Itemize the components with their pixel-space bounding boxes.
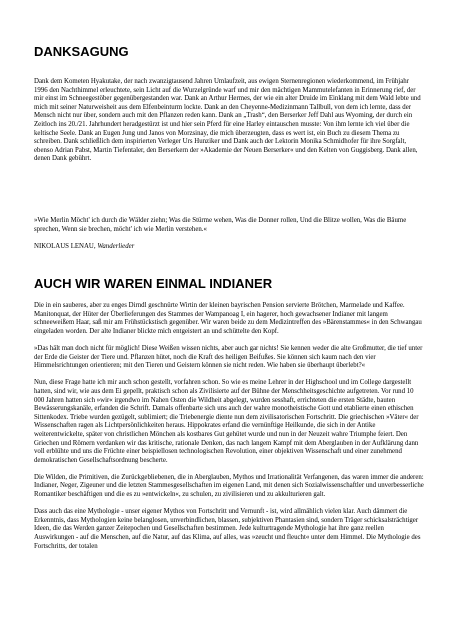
acknowledgement-section <box>34 78 422 164</box>
body-paragraph: Die Wilden, die Primitiven, die Zurückgebliebenen, die in Aberglauben, Mythos und Irrationalität Verfangenen, das waren immer die anderen: Indianer, Neger, Zigeuner und die letzten Stammesgesellschaften im eigenen Land, mit denen sich Sozialwissenschaftler und unverbesserliche Romantiker beschäftigen und die es zu »entwickeln«, zu schulen, zu zivilisieren und zu akkulturieren galt. <box>34 473 424 499</box>
epigraph <box>34 217 422 234</box>
epigraph-source: Wanderlieder <box>97 243 135 250</box>
body-paragraph: »Das hält man doch nicht für möglich! Diese Weißen wissen nichts, aber auch gar nichts! Sie kennen weder die alte Großmutter, die tief unter der Erde die Geister der Tiere und. Pflanzen hütet, noch die Kraft des heiligen Beifußes. Sie können sich kaum nach den vier Himmelsrichtungen orientieren; mit den Tieren und Geistern können sie nicht reden. Wie haben sie überhaupt überlebt?« <box>34 344 423 370</box>
epigraph-author: NIKOLAUS LENAU, <box>34 243 98 250</box>
heading-indianer: AUCH WIR WAREN EINMAL INDIANER <box>34 276 273 291</box>
heading-danksagung: DANKSAGUNG <box>34 44 129 59</box>
body-paragraph: Dass auch das eine Mythologie - unser eigener Mythos von Fortschritt und Vernunft - ist, wird allmählich vielen klar. Auch dämmert die Erkenntnis, dass Mythologien keine belanglosen, unverbindlichen, blassen, subjektiven Phantasien sind, sondern Träger schicksalsträchtiger Ideen, die das Werden ganzer Zeitepochen und Gesellschaften bestimmen. Jede kulturtragende Mythologie hat ihre ganz reellen Auswirkungen - auf die Menschen, auf die Natur, auf das Klima, auf alles, was »zeucht und fleucht« unter dem Himmel. Die Mythologie des Fortschritts, der totalen <box>34 508 421 550</box>
chapter-body <box>34 302 424 560</box>
epigraph-attribution <box>34 243 422 252</box>
body-paragraph: Die in ein sauberes, aber zu enges Dirndl geschnürte Wirtin der kleinen bayrischen Pension servierte Brötchen, Marmelade und Kaffee. Manitonquat, der Hüter der Überlieferungen des Stammes der Wampanoag I, ein hagerer, hoch gewachsener Indianer mit langem schneeweißem Haar, saß mir am Frühstückstisch gegenüber. Wir waren beide zu dem Medizintreffen des »Bärenstammes« in den Schwangau eingeladen worden. Der alte Indianer blickte mich entgeistert an und schüttelte den Kopf. <box>34 302 422 335</box>
acknowledgement-paragraph: Dank dem Kometen Hyakutake, der nach zwanzigtausend Jahren Umlaufzeit, aus ewigen Sternenregionen wiederkommend, im Frühjahr 1996 den Nachthimmel erleuchtete, sein Licht auf die Wurzelgründe warf und mir den mächtigen Mammutelefanten in Erinnerung rief, der mir einst im Schneegestöber gegenübergestanden war. Dank an Arthur Hermes, der wie ein alter Druide im Einklang mit dem Wald lebte und mich mit seiner Naturweisheit aus dem Elfenbeinturm lockte. Dank an den Cheyenne-Medizinmann Tallbull, von dem ich lernte, dass der Mensch nicht nur über, sondern auch mit den Pflanzen reden kann. Dank an „Trash“, den Berserker Jeff Dahl aus Wyoming, der durch ein Zeitloch ins 20./21. Jahrhundert heradgestürzt ist und hier sein Pferd für eine Harley eintauschen musste: Von ihm lernte ich viel über die keltische Seele. Dank an Eugen Jung und Janos von Morzsinay, die mich überzeugten, dass es wert ist, ein Buch zu diesem Thema zu schreiben. Dank schließlich dem inspirierten Verleger Urs Hunziker und Dank auch der Lektorin Monika Schmidhofer für ihre Sorgfalt, ebenso Adrian Pabst, Martin Tiefentaler, den Berserkern der »Akademie der Neuen Berserker« und den Kelten von Guggisberg. Dank allen, denen Dank gebührt. <box>34 78 421 163</box>
epigraph-text: »Wie Merlin Möcht' ich durch die Wälder ziehn; Was die Stürme wehen, Was die Donner rollen, Und die Blitze wollen, Was die Bäume sprechen, Wenn sie brechen, möcht' ich wie Merlin verstehen.« <box>34 217 407 233</box>
body-paragraph: Nun, diese Frage hatte ich mir auch schon gestellt, vorfahren schon. So wie es meine Lehrer in der Highschool und im College dargestellt hatten, sind wir, wie aus dem Ei gepellt, praktisch schon als Zivilisierte auf der Bühne der Menschheitsgeschichte aufgetreten. Vor rund 10 000 Jahren hatten sich »wir« irgendwo im Nahen Osten die Wildheit abgelegt, wurden sesshaft, errichteten die ersten Städte, bauten Bewässerungskanäle, erfanden die Schrift. Damals offenbarte sich uns auch der wahre monotheistische Gott und etablierte einen ethischen Sittenkodex. Triebe wurden gezügelt, sublimiert; die Triebenergie diente nun dem zivilisatorischen Fortschritt. Die griechischen »Väter« der Wissenschaften ragen als Lichtpersönlichkeiten heraus. Hippokrates erfand die vernünftige Heilkunde, die sich in der Antike weiterentwickelte, später von christlichen Mönchen als kostbares Gut gehütet wurde und nun in der Neuzeit wahre Triumphe feiert. Den Griechen und Römern verdanken wir das kritische, rationale Denken, das nach langem Kampf mit dem Aberglauben in der Aufklärung dann voll erblühte und uns die Früchte einer beispiellosen technologischen Revolution, einer objektiven Wissenschaft und einer zunehmend demokratischen Gesellschaftsordnung bescherte. <box>34 379 419 464</box>
